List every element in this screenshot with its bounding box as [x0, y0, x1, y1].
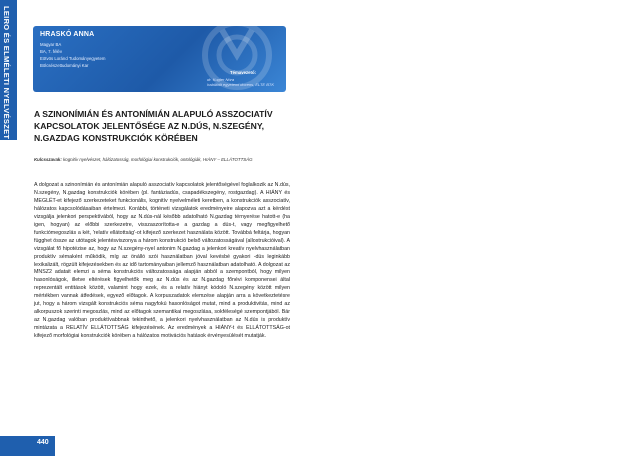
author-info-line: Eötvös Loránd Tudományegyetem: [40, 56, 106, 61]
abstract-body: A dolgozat a szinonímián és antonímián alapuló asszociatív kapcsolatok jelentőségével foglalkozik az N.dús, N.szegény, N.gazdag konstrukciók körében (pl. fantáziadús, csapadékszegény, rostgazdag). A HIÁNY és MEGLÉT-et kifejező szerkezeteket funkcionális, kognitív nyelvelméleti keretben, a konstrukciók asszociatív, hálózatos kapcsolódásaiban értelmezi. Korábbi, történeti vizsgálatok eredményeire alapozva azt a kérdést vizsgálja jelenkori perspektívából, hogy az N.dús-nál később adatolható N.gazdag térnyerése hatott-e (ha igen, hogyan) az előbbi szerkezetre, visszaszorította-e a gazdag a dús-t, vagy megfigyelhető funkciómegoszlás a két, 'relatív ellátottság'-ot kifejező szerkezet használata között. Továbbá feltárja, hogyan függhet össze az utótagok jelentésviszonya a három konstrukció belső változatosságával (allostrukcióival). A vizsgálat fő hipotézise az, hogy az N.szegény-nyel antonim N.gazdag a jelenkori kreatív nyelvhasználatban produktív sémaként működik, míg az önálló szói használatban jóval kevésbé gyakori -dús leginkább lexikalizált, rögzült kifejezésekben és az idő tartományaiban jellemző használatban adatolható. A dolgozat az MNSZ2 adatait elemzi a séma konstrukciós változatossága alapján abból a szempontból, hogy milyen hasonlóságok, illetve eltérések figyelhetők meg az N.dús és az N.gazdag főnévi komponensei által reprezentált entitások között, valamint hogy ezek, és a relatív hiányt kódoló N.szegény között milyen mértékben vannak átfedések, egyező előtagok. A korpuszadatok elemzése alapján arra a következtetésre jut, hogy a három vizsgált konstrukciós séma nagyfokú hasonlóságot mutat, mind a produktivitás, mind az alkorpuszok szerinti megoszlás, mind az előtagok szemantikai megoszlása, sokféleségé szempontjából. Bár az N.gazdag valóban produktívabbnak tekinthető, a jelenkori nyelvhasználatban az N.dús is produktív mintázata a RELATÍV ELLÁTOTTSÁG kifejezésének. Az eredmények a HIÁNY-t és ELLÁTOTTSÁG-ot kifejező morfológiai konstrukciók körében a hálózatos motivációs hatások érvényesülését mutatják.: [34, 182, 290, 340]
supervisor-title-text: habilitált egyetemi docens, ELTE BTK: [207, 82, 274, 87]
sidebar-stripe: [0, 0, 17, 140]
section-label: LEIRO ÉS ELMÉLETI NYELVÉSZET: [2, 6, 11, 140]
author-info-line: Bölcsészettudományi Kar: [40, 63, 89, 68]
page-number: 440: [37, 439, 49, 446]
keywords-text: kognitív nyelvészet, hálózatosság, morfológiai konstrukciók, ontológiák, HIÁNY – ELLÁTOTTSÁG: [63, 157, 253, 162]
author-banner: [33, 26, 286, 92]
article-title: A SZINONÍMIÁN ÉS ANTONÍMIÁN ALAPULÓ ASSZOCIATÍV KAPCSOLATOK JELENTŐSÉGE AZ N.DÚS, N.SZEGÉNY, N.GAZDAG KONSTRUKCIÓK KÖRÉBEN: [34, 109, 273, 143]
author-name: HRASKÓ ANNA: [40, 31, 95, 38]
sidebar: [0, 0, 17, 456]
keywords-label: Kulcsszavak:: [34, 157, 62, 162]
supervisor-name-text: dr. Kugler Nóra: [207, 77, 235, 82]
author-info-line: BA, 7. félév: [40, 49, 62, 54]
supervisor-label: Témavezető:: [229, 70, 256, 75]
supervisor-name: [207, 77, 274, 87]
keywords: [34, 156, 304, 163]
author-info-line: Magyar BA: [40, 42, 62, 47]
